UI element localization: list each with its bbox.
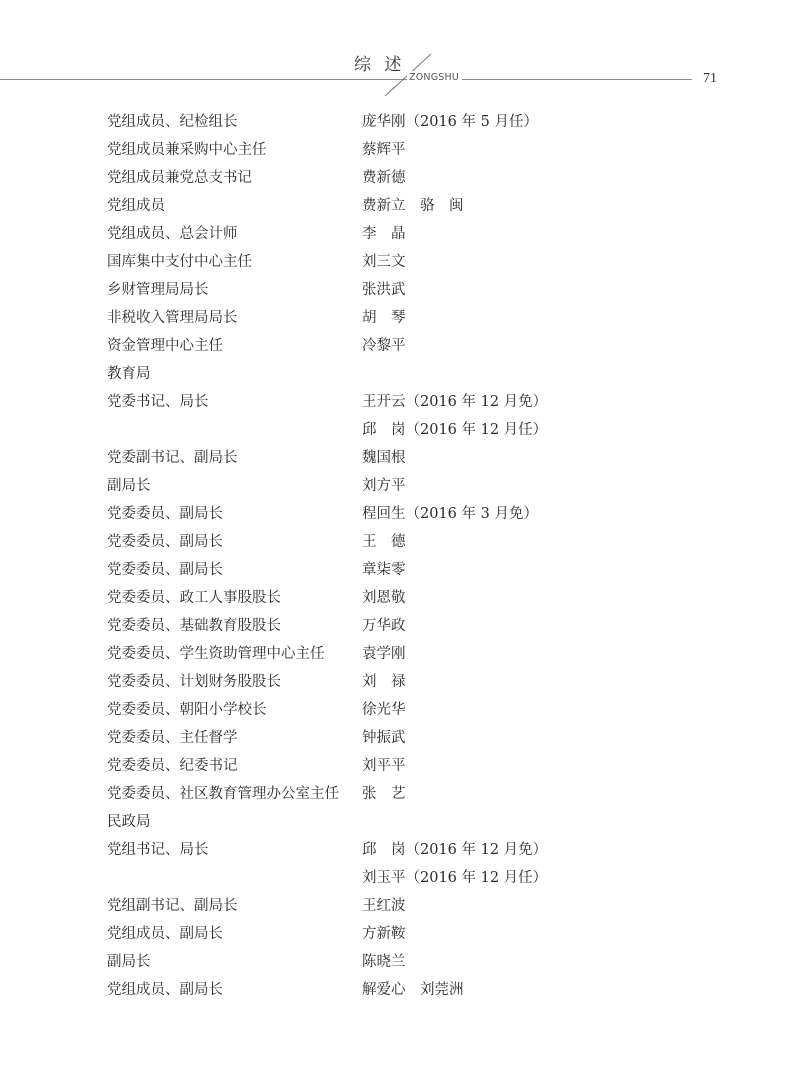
- position-title: 副局长: [107, 954, 151, 970]
- position-title: 党委委员、副局长: [107, 506, 223, 522]
- official-names: 方新鞍: [362, 926, 406, 942]
- position-title: 党委委员、主任督学: [107, 730, 238, 746]
- official-names: 程回生（2016 年 3 月免）: [362, 506, 538, 522]
- position-title: 副局长: [107, 478, 151, 494]
- position-title: 党委委员、计划财务股股长: [107, 674, 281, 690]
- official-names: 费新立 骆 闽: [362, 198, 464, 214]
- official-row: [0, 138, 793, 164]
- official-names: 胡 琴: [362, 310, 406, 326]
- official-names: 刘方平: [362, 478, 406, 494]
- official-row: [0, 754, 793, 780]
- position-title: 党组副书记、副局长: [107, 898, 238, 914]
- official-row: [0, 306, 793, 332]
- position-title: 资金管理中心主任: [107, 338, 223, 354]
- official-names: 王开云（2016 年 12 月免）: [362, 394, 548, 410]
- official-names: 袁学刚: [362, 646, 406, 662]
- position-title: 党组成员兼党总支书记: [107, 170, 252, 186]
- official-row: [0, 334, 793, 360]
- official-names: 章柒零: [362, 562, 406, 578]
- official-names: 刘平平: [362, 758, 406, 774]
- official-names: 张洪武: [362, 282, 406, 298]
- official-names: 徐光华: [362, 702, 406, 718]
- position-title: 党委委员、副局长: [107, 562, 223, 578]
- official-row: [0, 866, 793, 892]
- position-title: 乡财管理局局长: [107, 282, 209, 298]
- official-names: 蔡辉平: [362, 142, 406, 158]
- official-row: [0, 418, 793, 444]
- position-title: 党委委员、学生资助管理中心主任: [107, 646, 325, 662]
- official-row: [0, 726, 793, 752]
- official-row: [0, 558, 793, 584]
- position-title: 党委委员、基础教育股股长: [107, 618, 281, 634]
- official-row: [0, 782, 793, 808]
- section-heading-row: [0, 362, 793, 388]
- official-row: [0, 194, 793, 220]
- official-names: 魏国根: [362, 450, 406, 466]
- official-names: 费新德: [362, 170, 406, 186]
- official-row: [0, 110, 793, 136]
- official-row: [0, 642, 793, 668]
- official-row: [0, 614, 793, 640]
- position-title: 国库集中支付中心主任: [107, 254, 252, 270]
- official-row: [0, 502, 793, 528]
- official-names: 万华政: [362, 618, 406, 634]
- position-title: 党委副书记、副局长: [107, 450, 238, 466]
- position-title: 党委委员、社区教育管理办公室主任: [107, 786, 339, 802]
- official-names: 刘恩敬: [362, 590, 406, 606]
- official-row: [0, 446, 793, 472]
- position-title: 党组成员、总会计师: [107, 226, 238, 242]
- official-names: 冷黎平: [362, 338, 406, 354]
- position-title: 党委书记、局长: [107, 394, 209, 410]
- position-title: 党委委员、政工人事股股长: [107, 590, 281, 606]
- position-title: 党委委员、副局长: [107, 534, 223, 550]
- running-header-subtitle: ZONGSHU: [407, 71, 462, 85]
- official-names: 王红波: [362, 898, 406, 914]
- official-names: 邱 岗（2016 年 12 月免）: [362, 842, 548, 858]
- official-names: 刘三文: [362, 254, 406, 270]
- official-names: 庞华刚（2016 年 5 月任）: [362, 114, 538, 130]
- official-row: [0, 950, 793, 976]
- official-names: 陈晓兰: [362, 954, 406, 970]
- official-names: 刘 禄: [362, 674, 406, 690]
- position-title: 党组成员、纪检组长: [107, 114, 238, 130]
- official-row: [0, 978, 793, 1004]
- official-row: [0, 894, 793, 920]
- position-title: 党组成员: [107, 198, 165, 214]
- official-names: 邱 岗（2016 年 12 月任）: [362, 422, 548, 438]
- official-names: 李 晶: [362, 226, 406, 242]
- official-row: [0, 166, 793, 192]
- official-names: 张 艺: [362, 786, 406, 802]
- running-header-title: 综 述: [354, 55, 406, 75]
- official-row: [0, 474, 793, 500]
- official-row: [0, 922, 793, 948]
- official-row: [0, 670, 793, 696]
- official-names: 王 德: [362, 534, 406, 550]
- official-row: [0, 278, 793, 304]
- position-title: 党组成员、副局长: [107, 926, 223, 942]
- position-title: 非税收入管理局局长: [107, 310, 238, 326]
- official-row: [0, 390, 793, 416]
- position-title: 党委委员、朝阳小学校长: [107, 702, 267, 718]
- page-number: 71: [703, 71, 717, 86]
- official-row: [0, 250, 793, 276]
- section-heading: 教育局: [107, 366, 151, 382]
- position-title: 党组成员、副局长: [107, 982, 223, 998]
- official-row: [0, 838, 793, 864]
- official-names: 解爱心 刘莞洲: [362, 982, 464, 998]
- official-row: [0, 530, 793, 556]
- official-row: [0, 586, 793, 612]
- official-row: [0, 222, 793, 248]
- section-heading: 民政局: [107, 814, 151, 830]
- position-title: 党组成员兼采购中心主任: [107, 142, 267, 158]
- position-title: 党委委员、纪委书记: [107, 758, 238, 774]
- official-names: 钟振武: [362, 730, 406, 746]
- official-names: 刘玉平（2016 年 12 月任）: [362, 870, 548, 886]
- official-row: [0, 698, 793, 724]
- position-title: 党组书记、局长: [107, 842, 209, 858]
- section-heading-row: [0, 810, 793, 836]
